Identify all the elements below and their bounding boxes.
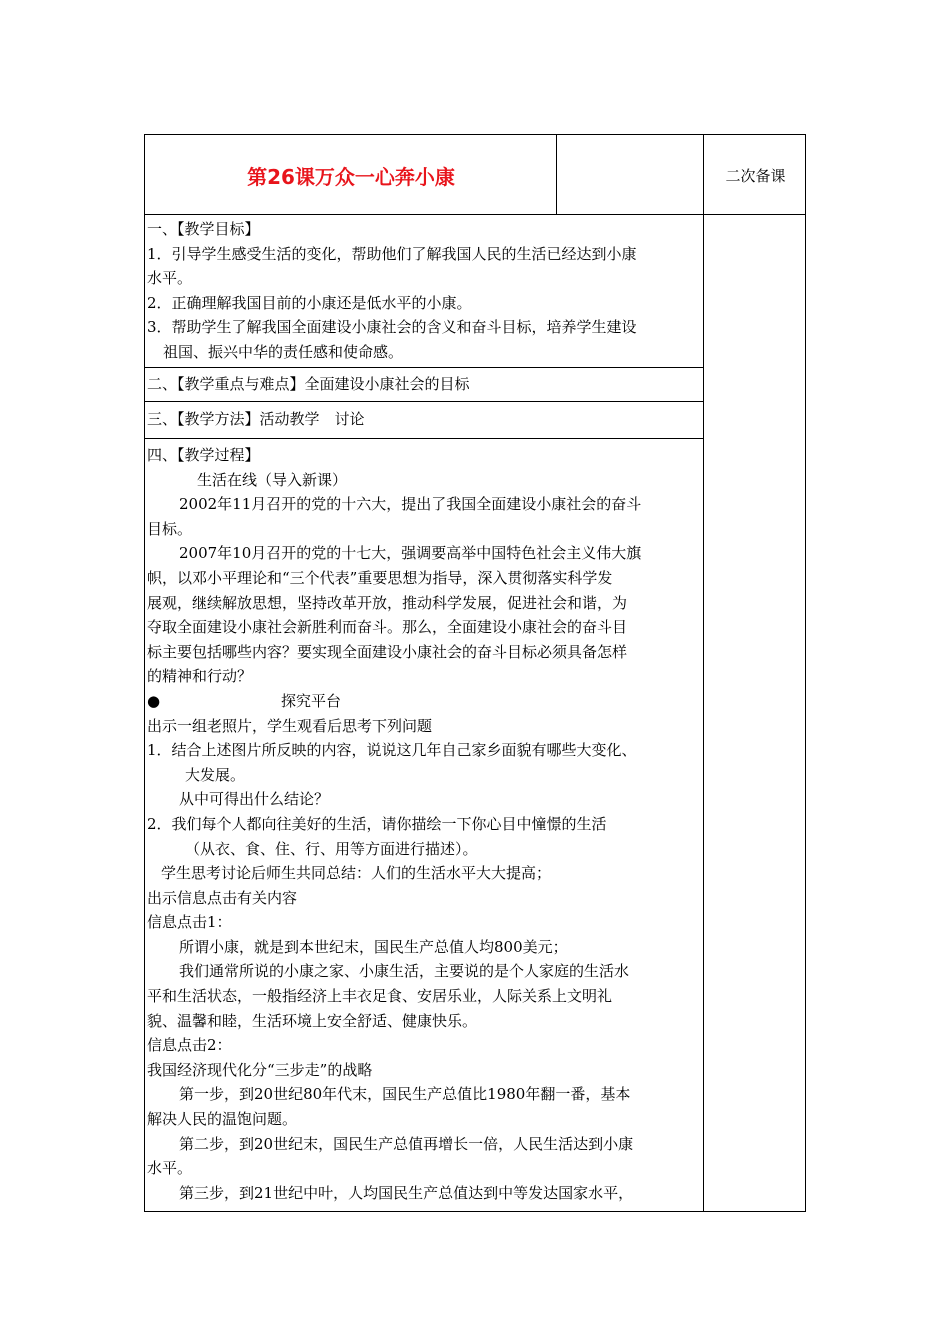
teaching-goals [147,217,699,365]
paragraph-line: 出示一组老照片，学生观看后思考下列问题 [147,716,433,735]
section-title: 生活在线（导入新课） [197,470,348,489]
paragraph-line: 的精神和行动？ [147,667,253,686]
paragraph-line: 学生思考讨论后师生共同总结：人们的生活水平大大提高； [161,864,552,883]
teaching-method [147,407,699,432]
page-title: 第26课万众一心奔小康 [247,164,455,189]
paragraph-line: 标主要包括哪些内容？要实现全面建设小康社会的奋斗目标必须具备怎样 [147,642,628,661]
paragraph-line: 平和生活状态，一般指经济上丰衣足食、安居乐业，人际关系上文明礼 [147,987,613,1006]
paragraph-line: 从中可得出什么结论？ [179,790,330,809]
paragraph-line: 展观，继续解放思想，坚持改革开放，推动科学发展，促进社会和谐，为 [147,593,628,612]
side-column-label: 二次备课 [725,166,786,185]
divider-main-side [703,135,704,1212]
paragraph-line: 出示信息点击有关内容 [147,888,298,907]
method-text: 三、【教学方法】活动教学 讨论 [147,410,365,428]
paragraph-line: 2007年10月召开的党的十七大，强调要高举中国特色社会主义伟大旗 [179,544,642,563]
paragraph-line: （从衣、食、住、行、用等方面进行描述）。 [185,839,478,858]
teaching-process [147,443,699,1205]
paragraph-line: 第三步，到21世纪中叶，人均国民生产总值达到中等发达国家水平， [179,1183,634,1202]
key-points [147,372,699,397]
info-title: 信息点击1： [147,913,232,932]
paragraph-line: 所谓小康，就是到本世纪末，国民生产总值人均800美元； [179,937,568,956]
divider-method [145,438,703,439]
info-title: 信息点击2： [147,1036,232,1055]
paragraph-line: 目标。 [147,519,193,538]
goal-line: 水平。 [147,269,193,288]
paragraph-line: 2002年11月召开的党的十六大，提出了我国全面建设小康社会的奋斗 [179,495,642,514]
divider-goals [145,367,703,368]
process-heading: 四、【教学过程】 [147,446,260,464]
paragraph-line: 我们通常所说的小康之家、小康生活，主要说的是个人家庭的生活水 [179,962,630,981]
paragraph-line: 2．我们每个人都向往美好的生活，请你描绘一下你心目中憧憬的生活 [147,814,607,833]
paragraph-line: 夺取全面建设小康社会新胜利而奋斗。那么，全面建设小康社会的奋斗目 [147,618,628,637]
goal-line: 1．引导学生感受生活的变化，帮助他们了解我国人民的生活已经达到小康 [147,244,637,263]
lesson-plan-table [144,134,806,1212]
paragraph-line: 貌、温馨和睦，生活环境上安全舒适、健康快乐。 [147,1011,478,1030]
paragraph-line: 我国经济现代化分“三步走”的战略 [147,1060,373,1079]
goal-line: 2．正确理解我国目前的小康还是低水平的小康。 [147,293,472,312]
paragraph-line: 第二步，到20世纪末，国民生产总值再增长一倍，人民生活达到小康 [179,1134,634,1153]
paragraph-line: 水平。 [147,1159,193,1178]
goal-line: 3．帮助学生了解我国全面建设小康社会的含义和奋斗目标，培养学生建设 [147,318,637,337]
goals-heading: 一、【教学目标】 [147,220,260,238]
bullet-icon: ● [147,691,161,710]
section-title: 探究平台 [281,691,342,710]
paragraph-line: 第一步，到20世纪80年代末，国民生产总值比1980年翻一番，基本 [179,1085,631,1104]
paragraph-line: 大发展。 [185,765,246,784]
paragraph-line: 解决人民的温饱问题。 [147,1110,298,1129]
explore-line [147,689,699,714]
divider-keypoints [145,401,703,402]
paragraph-line: 1．结合上述图片所反映的内容，说说这几年自己家乡面貌有哪些大变化、 [147,741,637,760]
paragraph-line: 帜，以邓小平理论和“三个代表”重要思想为指导，深入贯彻落实科学发 [147,568,613,587]
key-points-text: 二、【教学重点与难点】全面建设小康社会的目标 [147,375,470,393]
goal-line: 祖国、振兴中华的责任感和使命感。 [163,342,404,361]
